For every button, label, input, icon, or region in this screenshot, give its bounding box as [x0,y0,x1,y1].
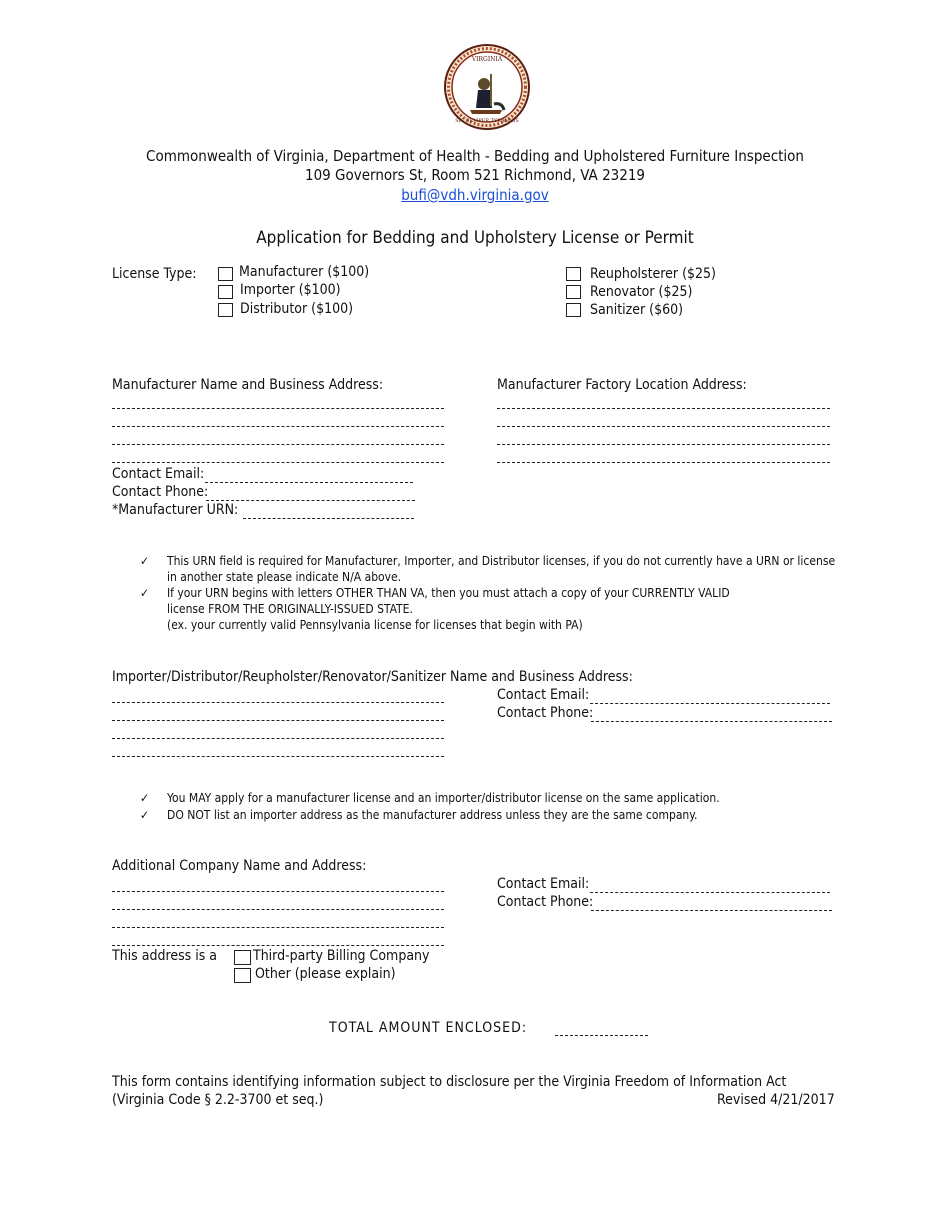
checkbox-renovator[interactable] [566,285,581,299]
importer-address-line-1[interactable] [112,702,444,703]
importer-phone-field[interactable] [591,721,832,722]
additional-phone-label: Contact Phone: [497,894,594,910]
svg-text:VIRGINIA: VIRGINIA [471,56,503,63]
checkbox-other[interactable] [234,968,251,983]
additional-address-line-2[interactable] [112,909,444,910]
license-option-label: Importer ($100) [240,282,341,298]
checkmark-icon: ✓ [140,586,150,600]
address-line: 109 Governors St, Room 521 Richmond, VA 23219 [305,166,645,184]
importer-address-line-2[interactable] [112,720,444,721]
additional-phone-field[interactable] [591,910,832,911]
checkbox-sanitizer[interactable] [566,303,581,317]
factory-address-label: Manufacturer Factory Location Address: [497,377,747,393]
total-amount-field[interactable] [555,1035,648,1036]
license-option-label: Renovator ($25) [590,284,693,300]
note-text: You MAY apply for a manufacturer license and an importer/distributor license on the same application. [167,791,720,805]
checkbox-reupholsterer[interactable] [566,267,581,281]
note-text: (ex. your currently valid Pennsylvania license for licenses that begin with PA) [167,618,583,632]
license-option-label: Distributor ($100) [240,301,354,317]
importer-email-label: Contact Email: [497,687,590,703]
manufacturer-email-label: Contact Email: [112,466,205,482]
svg-text:SIC SEMPER TYRANNIS: SIC SEMPER TYRANNIS [455,118,519,124]
manufacturer-email-field[interactable] [205,482,413,483]
manufacturer-address-line-2[interactable] [112,426,444,427]
manufacturer-urn-field[interactable] [243,518,414,519]
address-option-label: Third-party Billing Company [253,948,430,964]
note-text: in another state please indicate N/A above. [167,570,402,584]
total-amount-label: TOTAL AMOUNT ENCLOSED: [329,1020,528,1036]
importer-name-label: Importer/Distributor/Reupholster/Renovator/Sanitizer Name and Business Address: [112,669,633,685]
form-title: Application for Bedding and Upholstery License or Permit [256,228,694,248]
manufacturer-phone-field[interactable] [206,500,415,501]
note-text: This URN field is required for Manufacturer, Importer, and Distributor licenses, if you do not currently have a URN or license [167,554,836,568]
email-link[interactable]: bufi@vdh.virginia.gov [401,186,549,204]
factory-address-line-4[interactable] [497,462,830,463]
license-type-label: License Type: [112,266,197,282]
note-text: If your URN begins with letters OTHER THAN VA, then you must attach a copy of your CURRENTLY VALID [167,586,730,600]
foia-notice: This form contains identifying information subject to disclosure per the Virginia Freedom of Information Act [112,1074,787,1090]
manufacturer-address-line-4[interactable] [112,462,444,463]
address-type-label: This address is a [112,948,217,964]
agency-line: Commonwealth of Virginia, Department of Health - Bedding and Upholstered Furniture Inspection [146,147,804,165]
virginia-code: (Virginia Code § 2.2-3700 et seq.) [112,1092,324,1108]
checkbox-distributor[interactable] [218,303,233,317]
additional-address-line-1[interactable] [112,891,444,892]
revised-date: Revised 4/21/2017 [717,1092,835,1108]
checkmark-icon: ✓ [140,554,150,568]
additional-email-label: Contact Email: [497,876,590,892]
factory-address-line-1[interactable] [497,408,830,409]
license-option-label: Manufacturer ($100) [239,264,370,280]
checkbox-third-party-billing[interactable] [234,950,251,965]
manufacturer-address-line-3[interactable] [112,444,444,445]
manufacturer-name-label: Manufacturer Name and Business Address: [112,377,384,393]
factory-address-line-2[interactable] [497,426,830,427]
license-option-label: Reupholsterer ($25) [590,266,716,282]
importer-phone-label: Contact Phone: [497,705,594,721]
additional-address-line-4[interactable] [112,945,444,946]
note-text: DO NOT list an importer address as the manufacturer address unless they are the same company. [167,808,698,822]
additional-address-line-3[interactable] [112,927,444,928]
importer-address-line-4[interactable] [112,756,444,757]
additional-email-field[interactable] [590,892,830,893]
checkbox-manufacturer[interactable] [218,267,233,281]
additional-company-label: Additional Company Name and Address: [112,858,367,874]
importer-email-field[interactable] [590,703,830,704]
virginia-seal [444,44,530,130]
checkmark-icon: ✓ [140,791,150,805]
checkbox-importer[interactable] [218,285,233,299]
address-option-label: Other (please explain) [255,966,396,982]
manufacturer-phone-label: Contact Phone: [112,484,209,500]
checkmark-icon: ✓ [140,808,150,822]
note-text: license FROM THE ORIGINALLY-ISSUED STATE. [167,602,413,616]
manufacturer-address-line-1[interactable] [112,408,444,409]
importer-address-line-3[interactable] [112,738,444,739]
factory-address-line-3[interactable] [497,444,830,445]
manufacturer-urn-label: *Manufacturer URN: [112,502,239,518]
license-option-label: Sanitizer ($60) [590,302,684,318]
